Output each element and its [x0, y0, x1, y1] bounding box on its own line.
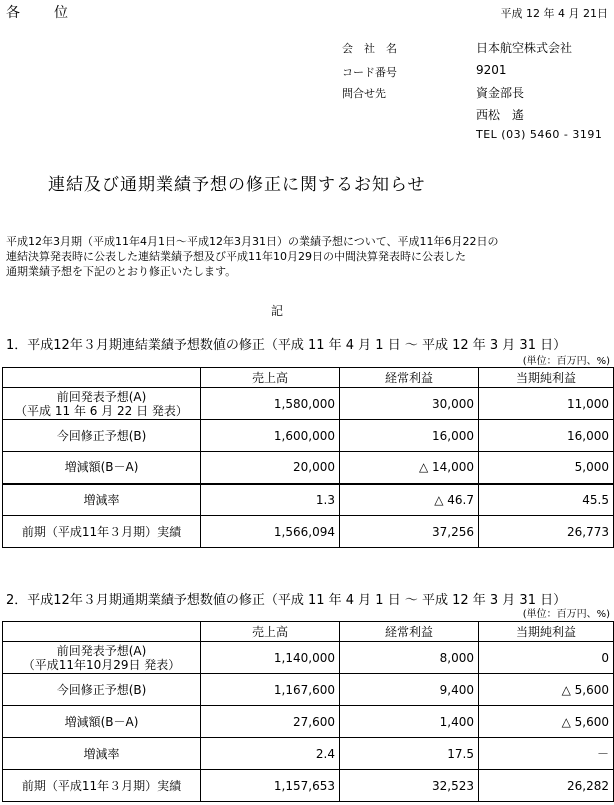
- row-label: 増減率: [3, 738, 201, 770]
- table-row: [3, 484, 614, 516]
- net-income-cell: 11,000: [479, 388, 614, 420]
- ordinary-profit-cell: △ 14,000: [340, 452, 479, 484]
- code-label: コード番号: [342, 66, 397, 79]
- contact-dept: 資金部長: [476, 86, 525, 100]
- section2-unit: (単位：百万円、%): [522, 609, 610, 620]
- table-row: [3, 388, 614, 420]
- table-row: [3, 642, 614, 674]
- ki-mark: 記: [271, 304, 284, 318]
- section1-unit: (単位：百万円、%): [522, 356, 610, 367]
- net-income-cell: 26,282: [479, 770, 614, 802]
- company-label: 会 社 名: [342, 42, 397, 55]
- sales-cell: 1,167,600: [201, 674, 340, 706]
- sales-cell: 1,600,000: [201, 420, 340, 452]
- ordinary-profit-cell: 1,400: [340, 706, 479, 738]
- company-name: 日本航空株式会社: [476, 41, 573, 55]
- column-header: 当期純利益: [479, 622, 614, 642]
- table-header-row: [3, 368, 614, 388]
- table-row: [3, 738, 614, 770]
- section2-table: [2, 621, 614, 802]
- row-label: 増減額(B－A): [3, 706, 201, 738]
- row-label: 前期（平成11年３月期）実績: [3, 516, 201, 548]
- column-header: 売上高: [201, 368, 340, 388]
- column-header: 当期純利益: [479, 368, 614, 388]
- document-title: 連結及び通期業績予想の修正に関するお知らせ: [48, 175, 426, 195]
- sales-cell: 1,580,000: [201, 388, 340, 420]
- column-header: [3, 368, 201, 388]
- row-label: 増減率: [3, 484, 201, 516]
- sales-cell: 2.4: [201, 738, 340, 770]
- row-label: [3, 642, 201, 674]
- body-paragraph: [6, 234, 499, 279]
- table-row: [3, 452, 614, 484]
- ordinary-profit-cell: 17.5: [340, 738, 479, 770]
- contact-tel: TEL (03) 5460 - 3191: [476, 128, 603, 141]
- table-row: [3, 770, 614, 802]
- sales-cell: 20,000: [201, 452, 340, 484]
- row-label: 前期（平成11年３月期）実績: [3, 770, 201, 802]
- column-header: 売上高: [201, 622, 340, 642]
- sales-cell: 1,157,653: [201, 770, 340, 802]
- section1-table: [2, 367, 614, 548]
- sales-cell: 1,140,000: [201, 642, 340, 674]
- release-date: 平成 12 年 4 月 21日: [500, 7, 608, 20]
- row-label: 今回修正予想(B): [3, 420, 201, 452]
- ordinary-profit-cell: 8,000: [340, 642, 479, 674]
- net-income-cell: 26,773: [479, 516, 614, 548]
- table-header-row: [3, 622, 614, 642]
- row-label-line: 前回発表予想(A): [56, 643, 147, 658]
- body-line: 通期業績予想を下記のとおり修正いたします。: [6, 265, 237, 278]
- body-line: 連結決算発表時に公表した連結業績予想及び平成11年10月29日の中間決算発表時に公表した: [6, 250, 466, 263]
- net-income-cell: △ 5,600: [479, 706, 614, 738]
- contact-name: 西松 遙: [476, 108, 525, 122]
- ordinary-profit-cell: 30,000: [340, 388, 479, 420]
- row-label: 増減額(B－A): [3, 452, 201, 484]
- row-label-line: 前回発表予想(A): [56, 389, 147, 404]
- net-income-cell: 5,000: [479, 452, 614, 484]
- body-line: 平成12年3月期（平成11年4月1日～平成12年3月31日）の業績予想について、平成11年6月22日の: [6, 235, 499, 248]
- contact-label: 問合せ先: [342, 87, 386, 100]
- section2-heading: 2．平成12年３月期通期業績予想数値の修正（平成 11 年 4 月 1 日 ～ 平成 12 年 3 月 31 日）: [6, 593, 567, 608]
- table-row: [3, 674, 614, 706]
- ordinary-profit-cell: 16,000: [340, 420, 479, 452]
- net-income-cell: 0: [479, 642, 614, 674]
- net-income-cell: 16,000: [479, 420, 614, 452]
- ordinary-profit-cell: 37,256: [340, 516, 479, 548]
- column-header: [3, 622, 201, 642]
- row-label-line: （平成11年10月29日 発表）: [22, 657, 181, 672]
- addressee: 各位: [6, 5, 102, 21]
- ordinary-profit-cell: △ 46.7: [340, 484, 479, 516]
- column-header: 経常利益: [340, 622, 479, 642]
- table-row: [3, 420, 614, 452]
- sales-cell: 1,566,094: [201, 516, 340, 548]
- column-header: 経常利益: [340, 368, 479, 388]
- code-value: 9201: [476, 63, 507, 77]
- row-label: 今回修正予想(B): [3, 674, 201, 706]
- sales-cell: 1.3: [201, 484, 340, 516]
- section1-heading: 1．平成12年３月期連結業績予想数値の修正（平成 11 年 4 月 1 日 ～ 平成 12 年 3 月 31 日）: [6, 338, 567, 353]
- row-label-line: （平成 11 年 6 月 22 日 発表）: [15, 403, 188, 418]
- ordinary-profit-cell: 9,400: [340, 674, 479, 706]
- row-label: [3, 388, 201, 420]
- net-income-cell: 45.5: [479, 484, 614, 516]
- ordinary-profit-cell: 32,523: [340, 770, 479, 802]
- table-row: [3, 516, 614, 548]
- net-income-cell: △ 5,600: [479, 674, 614, 706]
- sales-cell: 27,600: [201, 706, 340, 738]
- table-row: [3, 706, 614, 738]
- net-income-cell: －: [479, 738, 614, 770]
